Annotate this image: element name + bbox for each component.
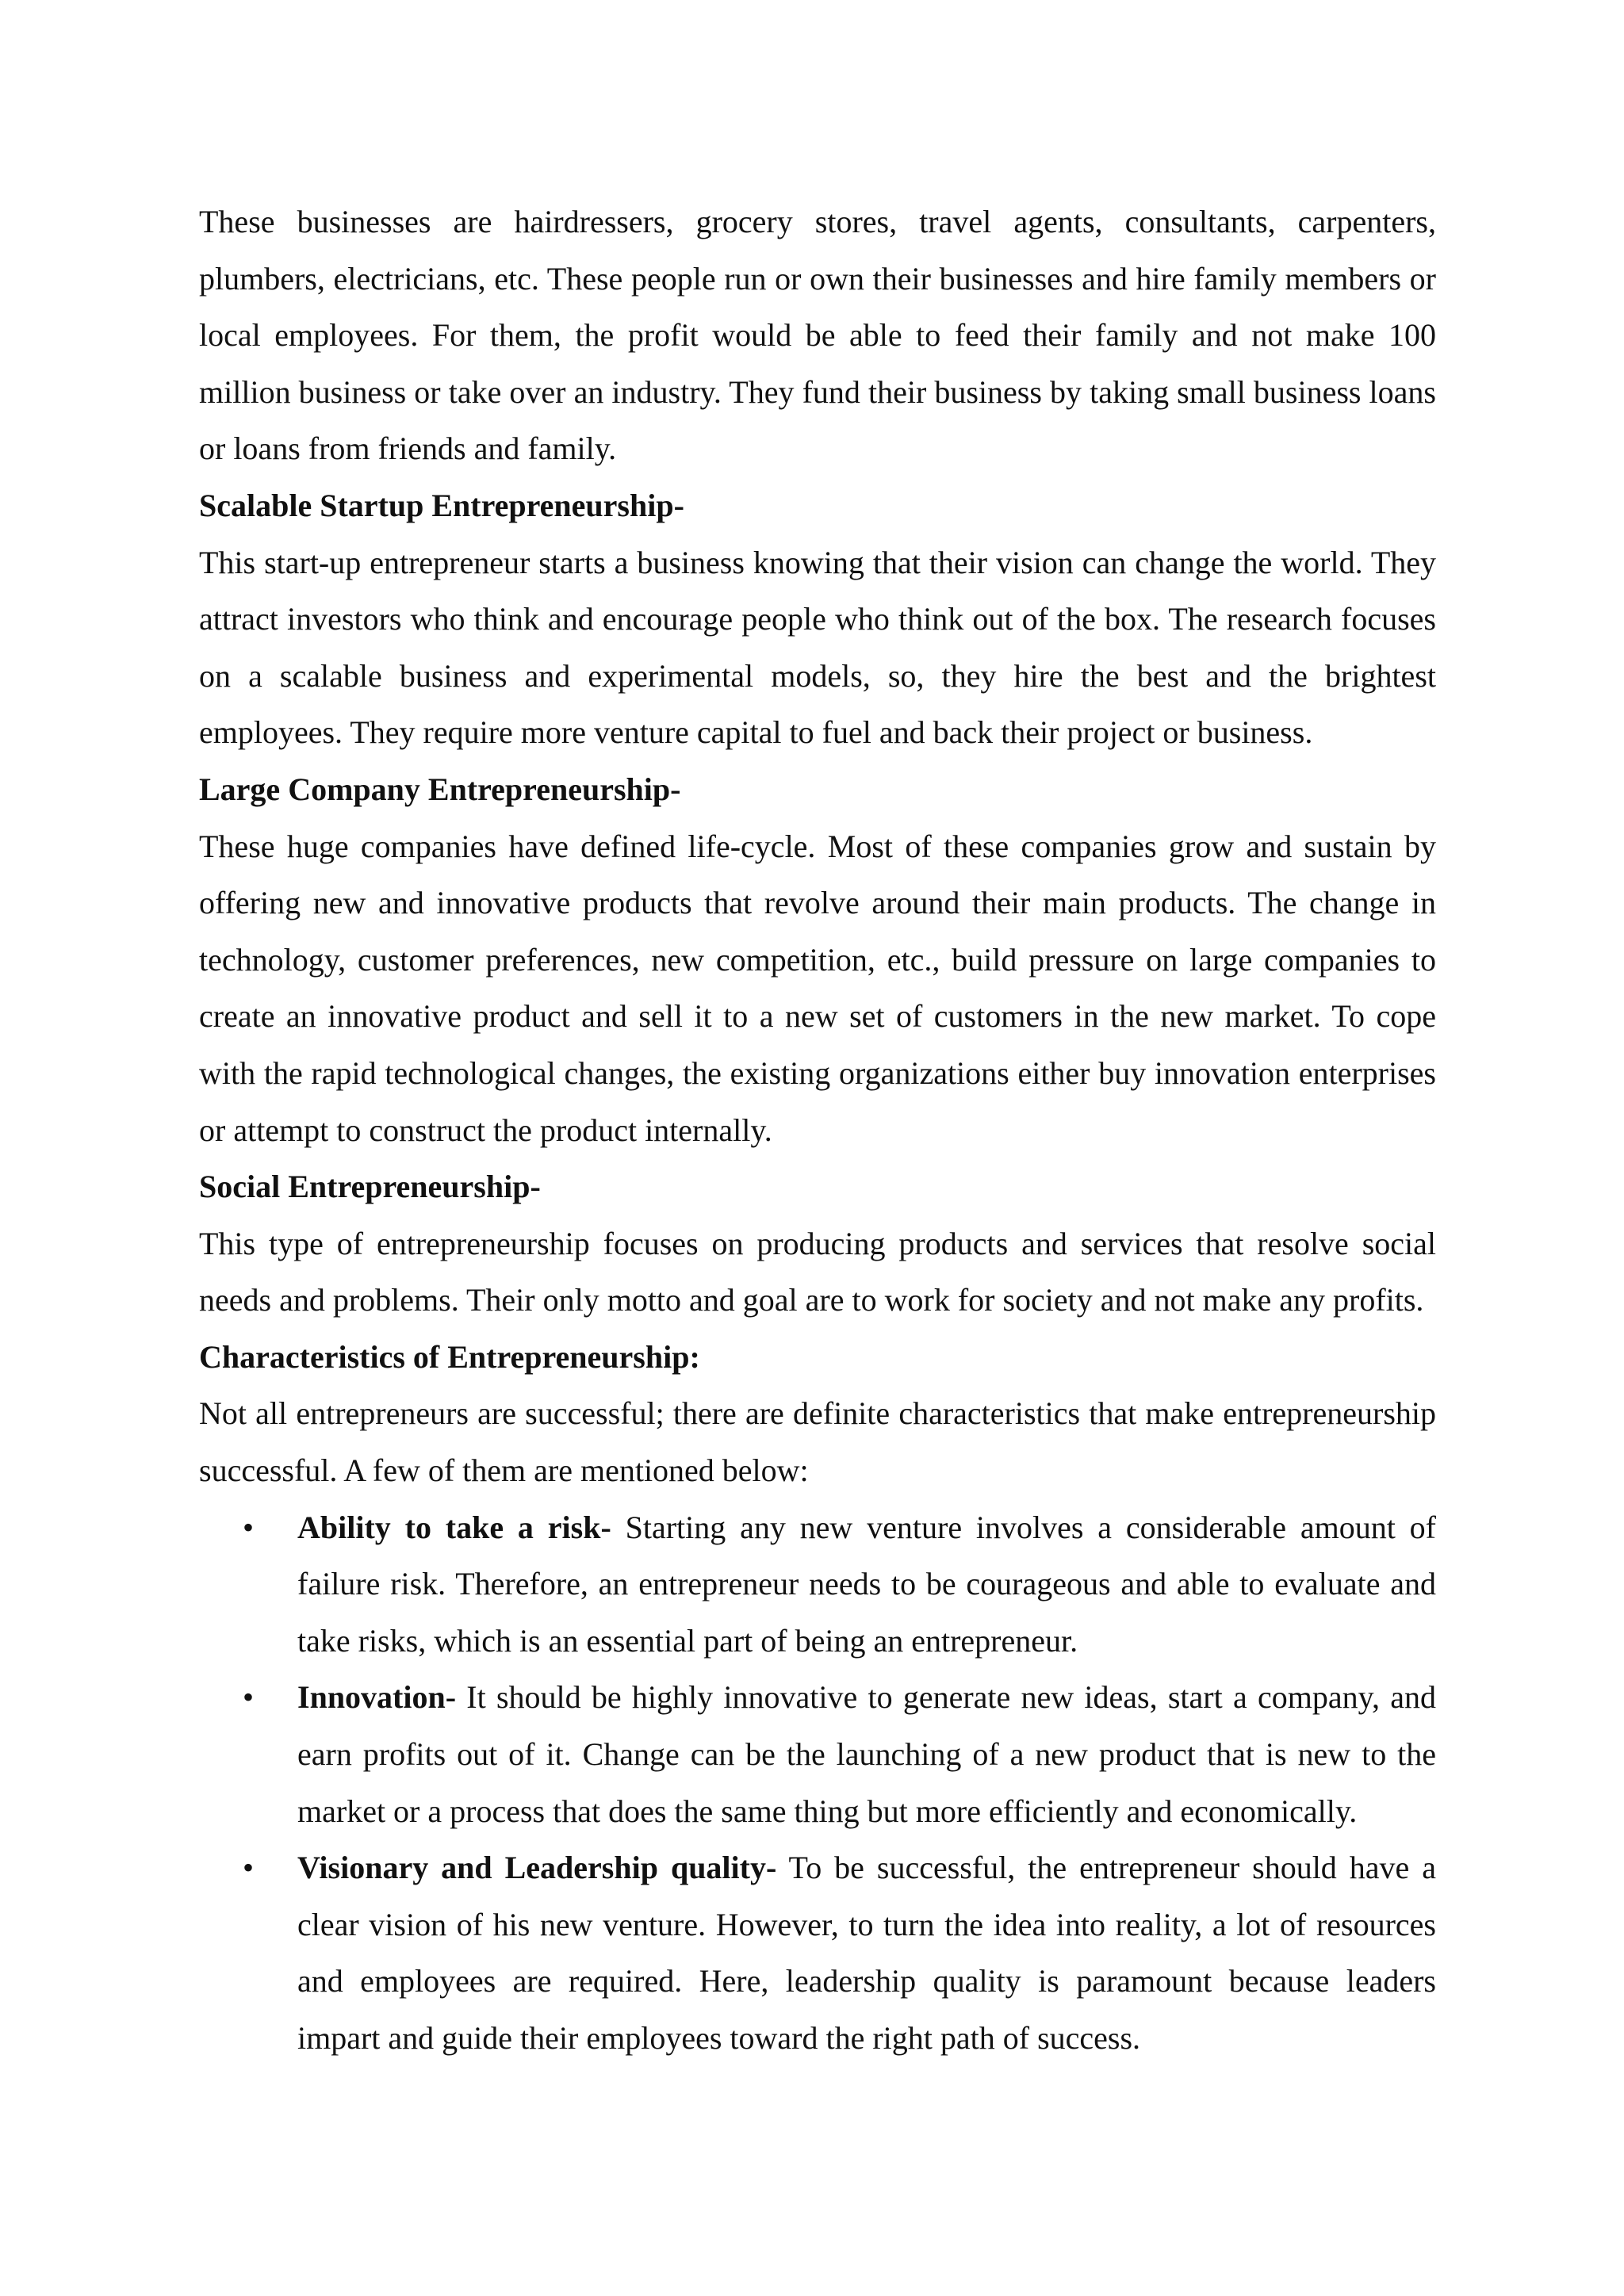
characteristics-paragraph: Not all entrepreneurs are successful; there are definite characteristics that make entrepreneurship successful. A few of them are mentioned below: [199,1395,1436,1489]
scalable-startup-paragraph: This start-up entrepreneur starts a business knowing that their vision can change the world. They attract investors who think and encourage people who think out of the box. The research focuses on a scalable business and experimental models, so, they hire the best and the brightest employees. They require more venture capital to fuel and back their project or business. [199,544,1436,751]
list-item-term: Ability to take a risk- [297,1509,611,1545]
characteristics-heading: Characteristics of Entrepreneurship: [199,1338,700,1375]
characteristics-list [199,1499,1436,2067]
list-item [243,1669,1436,1839]
list-item-text: To be successful, the entrepreneur should have a clear vision of his new venture. However, to turn the idea into reality, a lot of resources and employees are required. Here, leadership quality is paramount because leaders impart and guide their employees toward the right path of success. [297,1850,1437,2056]
bullet-icon: • [243,1850,255,1886]
list-item-text: It should be highly innovative to generate new ideas, start a company, and earn profits out of it. Change can be the launching of a new product that is new to the market or a process that does the same thing but more efficiently and economically. [297,1679,1436,1829]
list-item [243,1839,1437,2066]
intro-paragraph: These businesses are hairdressers, grocery stores, travel agents, consultants, carpenters, plumbers, electricians, etc. These people run or own their businesses and hire family members or local employees. For them, the profit would be able to feed their family and not make 100 million business or take over an industry. They fund their business by taking small business loans or loans from friends and family. [199,204,1436,467]
list-item-text: Starting any new venture involves a considerable amount of failure risk. Therefore, an entrepreneur needs to be courageous and able to evaluate and take risks, which is an essential part of being an entrepreneur. [297,1509,1436,1659]
bullet-icon: • [243,1509,255,1545]
bullet-icon: • [243,1679,255,1716]
list-item-term: Innovation- [297,1679,457,1716]
social-entrepreneurship-heading: Social Entrepreneurship- [199,1169,541,1205]
document-page [199,193,1436,2067]
list-item-term: Visionary and Leadership quality- [297,1850,777,1886]
social-entrepreneurship-paragraph: This type of entrepreneurship focuses on producing products and services that resolve social needs and problems. Their only motto and goal are to work for society and not make any profits. [199,1225,1436,1318]
scalable-startup-heading: Scalable Startup Entrepreneurship- [199,487,684,523]
large-company-heading: Large Company Entrepreneurship- [199,771,681,807]
list-item [243,1499,1436,1670]
large-company-paragraph: These huge companies have defined life-cycle. Most of these companies grow and sustain by offering new and innovative products that revolve around their main products. The change in technology, customer preferences, new competition, etc., build pressure on large companies to create an innovative product and sell it to a new set of customers in the new market. To cope with the rapid technological changes, the existing organizations either buy innovation enterprises or attempt to construct the product internally. [199,828,1436,1148]
